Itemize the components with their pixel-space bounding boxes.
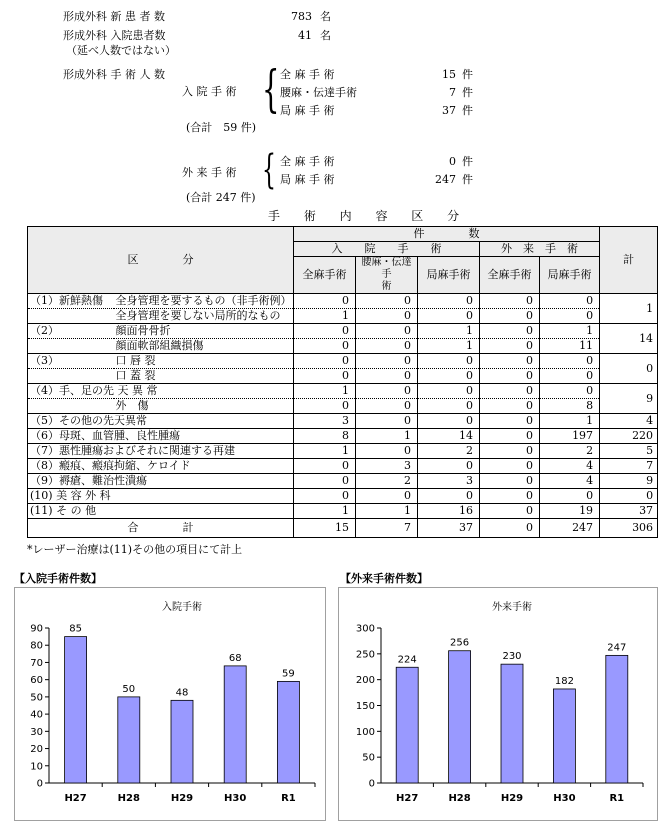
inpatient-item-value: 7	[449, 86, 456, 99]
row-value: 0	[294, 354, 356, 369]
row-value: 0	[294, 339, 356, 354]
row-value: 3	[294, 414, 356, 429]
bar	[118, 697, 140, 783]
inpatient-item-label: 全 麻 手 術	[280, 68, 335, 81]
row-subcategory: 外 傷	[114, 399, 294, 414]
table-row	[28, 339, 658, 354]
row-value: 0	[480, 399, 540, 414]
data-label: 59	[282, 668, 295, 680]
data-label: 256	[450, 637, 470, 649]
row-value: 0	[294, 324, 356, 339]
data-label: 224	[397, 654, 417, 666]
y-tick-label: 20	[30, 744, 43, 756]
header-inpatient: 入 院 手 術	[294, 242, 480, 257]
table-row	[28, 399, 658, 414]
row-value: 0	[294, 474, 356, 489]
x-tick-label: H29	[500, 793, 524, 804]
y-tick-label: 100	[355, 726, 375, 738]
row-value: 1	[294, 384, 356, 399]
row-total: 1	[600, 294, 658, 324]
table-row	[28, 429, 658, 444]
row-category: (11) そ の 他	[28, 504, 114, 519]
inpatients-note: （延べ人数ではない）	[66, 44, 176, 57]
inpatient-item-unit: 件	[462, 104, 473, 117]
row-value: 0	[294, 294, 356, 309]
row-value: 3	[418, 474, 480, 489]
new-patients-value: 783	[291, 10, 312, 23]
row-category: （3）	[28, 354, 114, 369]
row-total: 14	[600, 324, 658, 354]
outpatient-item-value: 247	[435, 173, 456, 186]
inpatient-item-unit: 件	[462, 68, 473, 81]
y-tick-label: 250	[355, 649, 375, 661]
table-row	[28, 444, 658, 459]
row-value: 0	[480, 369, 540, 384]
table-row	[28, 474, 658, 489]
row-value: 0	[418, 309, 480, 324]
row-category: (10) 美 容 外 科	[28, 489, 114, 504]
table-row	[28, 384, 658, 399]
table-row	[28, 504, 658, 519]
inpatient-chart	[15, 588, 325, 820]
inpatient-item-unit: 件	[462, 86, 473, 99]
row-subcategory	[114, 504, 294, 519]
y-tick-label: 70	[30, 657, 43, 669]
new-patients-label: 形成外科 新 患 者 数	[63, 10, 165, 23]
row-total: 0	[600, 354, 658, 384]
row-value: 0	[540, 354, 600, 369]
row-value: 0	[356, 324, 418, 339]
row-value: 1	[540, 324, 600, 339]
row-value: 0	[294, 399, 356, 414]
x-tick-label: H27	[396, 793, 419, 804]
row-value: 0	[480, 459, 540, 474]
x-tick-label: H29	[170, 793, 194, 804]
y-tick-label: 40	[30, 709, 43, 721]
row-value: 0	[294, 369, 356, 384]
y-tick-label: 50	[362, 752, 375, 764]
inpatient-surgery-label: 入 院 手 術	[182, 85, 237, 98]
chart-title: 入院手術	[162, 602, 202, 613]
x-tick-label: H30	[553, 793, 576, 804]
inpatient-total: (合計 59 件)	[186, 121, 257, 134]
row-value: 1	[418, 324, 480, 339]
row-category	[28, 369, 114, 384]
bar	[553, 689, 575, 783]
footer-label: 合 計	[28, 519, 294, 538]
table-row	[28, 309, 658, 324]
footer-value: 247	[540, 519, 600, 538]
row-value: 2	[418, 444, 480, 459]
y-tick-label: 30	[30, 726, 43, 738]
table-row	[28, 294, 658, 309]
row-value: 0	[356, 309, 418, 324]
footer-value: 0	[480, 519, 540, 538]
new-patients-unit: 名	[320, 10, 331, 23]
row-category: （5）その他の先天異常	[28, 414, 114, 429]
row-category: （8）瘢痕、瘢痕拘縮、ケロイド	[28, 459, 114, 474]
row-value: 0	[294, 489, 356, 504]
row-category: （9）褥瘡、難治性潰瘍	[28, 474, 114, 489]
bar	[396, 667, 418, 783]
bar	[606, 655, 628, 783]
row-value: 197	[540, 429, 600, 444]
row-value: 0	[418, 489, 480, 504]
row-value: 0	[418, 294, 480, 309]
row-value: 0	[356, 384, 418, 399]
row-value: 0	[356, 369, 418, 384]
row-subcategory: 全身管理を要するもの（非手術例）	[115, 294, 292, 307]
table-row	[28, 414, 658, 429]
row-value: 0	[480, 414, 540, 429]
row-value: 0	[418, 354, 480, 369]
data-label: 85	[69, 623, 82, 635]
row-category	[28, 339, 114, 354]
brace-inpatient: {	[262, 60, 280, 118]
row-value: 1	[418, 339, 480, 354]
row-value: 11	[540, 339, 600, 354]
row-value: 0	[356, 414, 418, 429]
header-count: 件 数	[294, 227, 600, 242]
row-subcategory: 全身管理を要しない局所的なもの	[114, 309, 294, 324]
y-tick-label: 60	[30, 675, 43, 687]
row-value: 0	[540, 309, 600, 324]
header-total: 計	[600, 227, 658, 294]
row-value: 0	[540, 384, 600, 399]
row-value: 0	[540, 294, 600, 309]
row-value: 1	[294, 504, 356, 519]
row-value: 0	[480, 489, 540, 504]
y-tick-label: 200	[355, 675, 375, 687]
outpatient-item-unit: 件	[462, 155, 473, 168]
row-value: 0	[418, 399, 480, 414]
inpatients-label: 形成外科 入院患者数	[63, 29, 166, 42]
row-subcategory: 顔面骨骨折	[114, 324, 294, 339]
x-tick-label: H30	[224, 793, 247, 804]
y-tick-label: 300	[355, 623, 375, 635]
data-label: 247	[607, 642, 627, 654]
x-tick-label: H28	[448, 793, 471, 804]
bar	[501, 664, 523, 783]
row-subcategory: 口 唇 裂	[114, 354, 294, 369]
chart-title: 外来手術	[492, 602, 532, 613]
outpatient-item-label: 全 麻 手 術	[280, 155, 335, 168]
row-total: 7	[600, 459, 658, 474]
row-value: 0	[480, 324, 540, 339]
surgery-category-table	[27, 226, 658, 538]
row-value: 0	[480, 339, 540, 354]
row-value: 0	[356, 489, 418, 504]
data-label: 48	[175, 687, 189, 699]
header-outpatient: 外 来 手 術	[480, 242, 600, 257]
row-value: 1	[294, 309, 356, 324]
table-row	[28, 324, 658, 339]
data-label: 68	[228, 652, 242, 664]
row-category: （7）悪性腫瘍およびそれに関連する再建	[28, 444, 114, 459]
table-row	[28, 369, 658, 384]
header-kubun: 区 分	[28, 227, 294, 294]
header-col: 局麻手術	[418, 257, 480, 294]
outpatient-item-unit: 件	[462, 173, 473, 186]
outpatient-item-value: 0	[449, 155, 456, 168]
row-subcategory	[114, 489, 294, 504]
bar	[277, 681, 299, 783]
row-subcategory: 顔面軟部組織損傷	[114, 339, 294, 354]
data-label: 230	[502, 651, 522, 663]
row-value: 16	[418, 504, 480, 519]
outpatient-chart-frame	[338, 587, 658, 821]
row-value: 0	[418, 369, 480, 384]
y-tick-label: 0	[368, 778, 375, 790]
inpatient-item-label: 局 麻 手 術	[280, 104, 335, 117]
inpatient-item-value: 15	[442, 68, 456, 81]
inpatient-chart-frame	[14, 587, 326, 821]
row-value: 4	[540, 474, 600, 489]
row-category: （1）新鮮熱傷	[28, 294, 114, 309]
y-tick-label: 80	[30, 640, 43, 652]
row-value: 0	[418, 459, 480, 474]
row-value: 1	[540, 414, 600, 429]
header-col: 局麻手術	[540, 257, 600, 294]
row-value: 14	[418, 429, 480, 444]
row-value: 0	[356, 294, 418, 309]
inpatients-unit: 名	[320, 29, 331, 42]
row-value: 0	[356, 444, 418, 459]
row-total: 0	[600, 489, 658, 504]
row-value: 0	[294, 459, 356, 474]
data-label: 50	[122, 683, 136, 695]
row-value: 0	[418, 414, 480, 429]
row-value: 0	[540, 489, 600, 504]
row-value: 0	[356, 339, 418, 354]
y-tick-label: 90	[30, 623, 43, 635]
footer-value: 37	[418, 519, 480, 538]
row-value: 0	[356, 354, 418, 369]
y-tick-label: 0	[36, 778, 43, 790]
row-value: 0	[480, 294, 540, 309]
table-note: *レーザー治療は(11)その他の項目にて計上	[27, 543, 243, 556]
row-category	[28, 309, 114, 324]
x-tick-label: H28	[117, 793, 140, 804]
row-value: 1	[356, 504, 418, 519]
bar	[224, 666, 246, 783]
brace-outpatient: {	[262, 147, 276, 193]
x-tick-label: H27	[64, 793, 87, 804]
footer-value: 15	[294, 519, 356, 538]
row-value: 19	[540, 504, 600, 519]
row-value: 0	[480, 444, 540, 459]
row-value: 8	[540, 399, 600, 414]
y-tick-label: 150	[355, 701, 375, 712]
row-value: 0	[480, 474, 540, 489]
row-value: 1	[356, 429, 418, 444]
row-total: 220	[600, 429, 658, 444]
row-total: 5	[600, 444, 658, 459]
row-value: 0	[540, 369, 600, 384]
outpatient-item-label: 局 麻 手 術	[280, 173, 335, 186]
row-subcategory: 口 蓋 裂	[114, 369, 294, 384]
inpatients-value: 41	[298, 29, 312, 42]
row-category: （2）	[28, 324, 114, 339]
row-value: 2	[356, 474, 418, 489]
row-value: 0	[480, 504, 540, 519]
row-value: 0	[356, 399, 418, 414]
row-category	[28, 399, 114, 414]
data-label: 182	[554, 675, 574, 687]
chart-box-label: 【入院手術件数】	[14, 572, 102, 585]
inpatient-item-value: 37	[442, 104, 456, 117]
x-tick-label: R1	[609, 793, 625, 804]
row-total: 37	[600, 504, 658, 519]
y-tick-label: 50	[30, 692, 43, 704]
outpatient-chart	[339, 588, 657, 820]
outpatient-surgery-label: 外 来 手 術	[182, 166, 237, 179]
row-value: 0	[480, 429, 540, 444]
row-value: 3	[356, 459, 418, 474]
row-value: 0	[480, 384, 540, 399]
table-title: 手 術 内 容 区 分	[268, 209, 470, 223]
bar	[449, 651, 471, 783]
header-col: 全麻手術	[294, 257, 356, 294]
x-tick-label: R1	[281, 793, 296, 804]
footer-total: 306	[600, 519, 658, 538]
y-tick-label: 10	[30, 761, 43, 773]
bar	[171, 700, 193, 783]
chart-box-label: 【外来手術件数】	[340, 572, 428, 585]
row-total: 9	[600, 474, 658, 489]
bar	[65, 637, 87, 783]
surgery-label: 形成外科 手 術 人 数	[63, 68, 165, 81]
row-value: 0	[480, 309, 540, 324]
header-col: 腰麻・伝達手 術	[356, 257, 418, 294]
row-value: 2	[540, 444, 600, 459]
row-category: （4）手、足の先 天 異 常	[28, 384, 114, 399]
header-col: 全麻手術	[480, 257, 540, 294]
table-row	[28, 459, 658, 474]
row-value: 0	[418, 384, 480, 399]
table-row	[28, 354, 658, 369]
outpatient-total: (合計 247 件)	[186, 191, 256, 204]
row-value: 4	[540, 459, 600, 474]
footer-value: 7	[356, 519, 418, 538]
inpatient-item-label: 腰麻・伝達手術	[280, 86, 357, 99]
row-value: 0	[480, 354, 540, 369]
row-value: 1	[294, 444, 356, 459]
row-value: 8	[294, 429, 356, 444]
row-total: 9	[600, 384, 658, 414]
table-row	[28, 489, 658, 504]
row-total: 4	[600, 414, 658, 429]
row-category: （6）母斑、血管腫、良性腫瘍	[28, 429, 114, 444]
